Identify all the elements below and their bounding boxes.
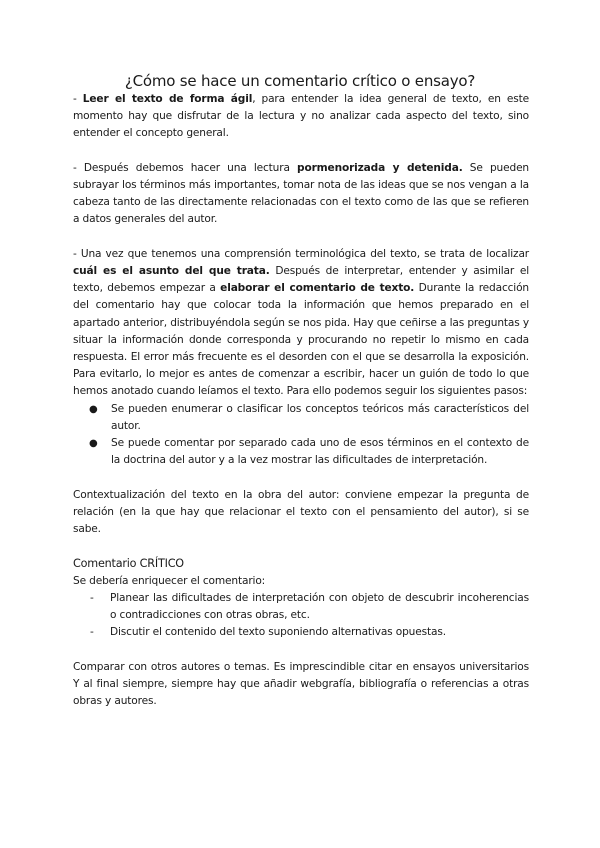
enrich-dash-list bbox=[73, 590, 529, 642]
paragraph-contextualization: Contextualización del texto en la obra del autor: conviene empezar la pregunta de relación (en la que hay que relacionar el texto con el pensamiento del autor), si se sabe. bbox=[73, 488, 529, 536]
section-heading-critical: Comentario CRÍTICO bbox=[73, 557, 184, 571]
paragraph-detailed-reading bbox=[73, 160, 529, 229]
paragraph-comprehension bbox=[73, 246, 529, 401]
bold-phrase: pormenorizada y detenida. bbox=[297, 161, 463, 174]
paragraph-text: , para entender la idea general de texto, en este momento hay que disfrutar de la lectura y no analizar cada aspecto del texto, sino entender el concepto general. bbox=[73, 93, 530, 140]
bullet-icon: ● bbox=[89, 403, 98, 415]
dash-item bbox=[90, 590, 529, 624]
bullet-item bbox=[89, 401, 529, 435]
bold-phrase: elaborar el comentario de texto. bbox=[220, 282, 415, 295]
paragraph-lead: - Después debemos hacer una lectura bbox=[73, 161, 298, 174]
spacer bbox=[73, 469, 529, 486]
spacer bbox=[73, 143, 529, 160]
dash-text: Discutir el contenido del texto suponiendo alternativas opuestas. bbox=[110, 626, 446, 639]
paragraph-enrich: Se debería enriquecer el comentario: bbox=[73, 574, 266, 587]
dash-icon: - bbox=[90, 591, 94, 604]
paragraph-lead: - Una vez que tenemos una comprensión terminológica del texto, se trata de localizar bbox=[73, 247, 529, 260]
bullet-text: Se puede comentar por separado cada uno de esos términos en el contexto de la doctrina del autor y a la vez mostrar las dificultades de interpretación. bbox=[111, 437, 529, 467]
dash-text: Planear las dificultades de interpretación con objeto de descubrir incoherencias o contradicciones con otras obras, etc. bbox=[110, 591, 529, 622]
spacer bbox=[73, 229, 529, 246]
paragraph-lead: - bbox=[73, 93, 83, 105]
bold-phrase: cuál es el asunto del que trata. bbox=[73, 265, 270, 277]
document-title: ¿Cómo se hace un comentario crítico o ensayo? bbox=[124, 72, 476, 90]
paragraph-compare: Comparar con otros autores o temas. Es imprescindible citar en ensayos universitarios Y al final siempre, siempre hay que añadir webgrafía, bibliografía o referencias a otras obras y autores. bbox=[73, 660, 529, 708]
bullet-icon: ● bbox=[89, 438, 98, 450]
bold-phrase: Leer el texto de forma ágil bbox=[82, 93, 253, 105]
bullet-text: Se pueden enumerar o clasificar los conceptos teóricos más característicos del autor. bbox=[111, 402, 529, 432]
document-body bbox=[73, 91, 529, 710]
dash-icon: - bbox=[90, 626, 94, 639]
paragraph-text: Durante la redacción del comentario hay que colocar toda la información que hemos preparado en el apartado anterior, distribuyéndola según se nos pida. Hay que ceñirse a las preguntas y situar la información donde corresponda y procurando no repetir lo mismo en cada respuesta. El error más frecuente es el desorden con el que se desarrolla la exposición. Para evitarlo, lo mejor es antes de comenzar a escribir, hacer un guión de todo lo que hemos anotado cuando leíamos el texto. Para ello podemos seguir los siguientes pasos: bbox=[73, 282, 529, 398]
spacer bbox=[73, 641, 529, 658]
dash-item bbox=[90, 624, 529, 641]
paragraph-read-text bbox=[73, 91, 529, 143]
bullet-item bbox=[89, 435, 529, 469]
steps-bullet-list bbox=[73, 401, 529, 470]
spacer bbox=[73, 538, 529, 555]
paragraph-text: Después de interpretar, entender y asimilar el texto, debemos empezar a bbox=[73, 265, 529, 295]
paragraph-text: Se pueden subrayar los términos más importantes, tomar nota de las ideas que se nos vengan a la cabeza tanto de las directamente relacionadas con el texto como de las que se refieren a datos generales del autor. bbox=[73, 161, 529, 226]
